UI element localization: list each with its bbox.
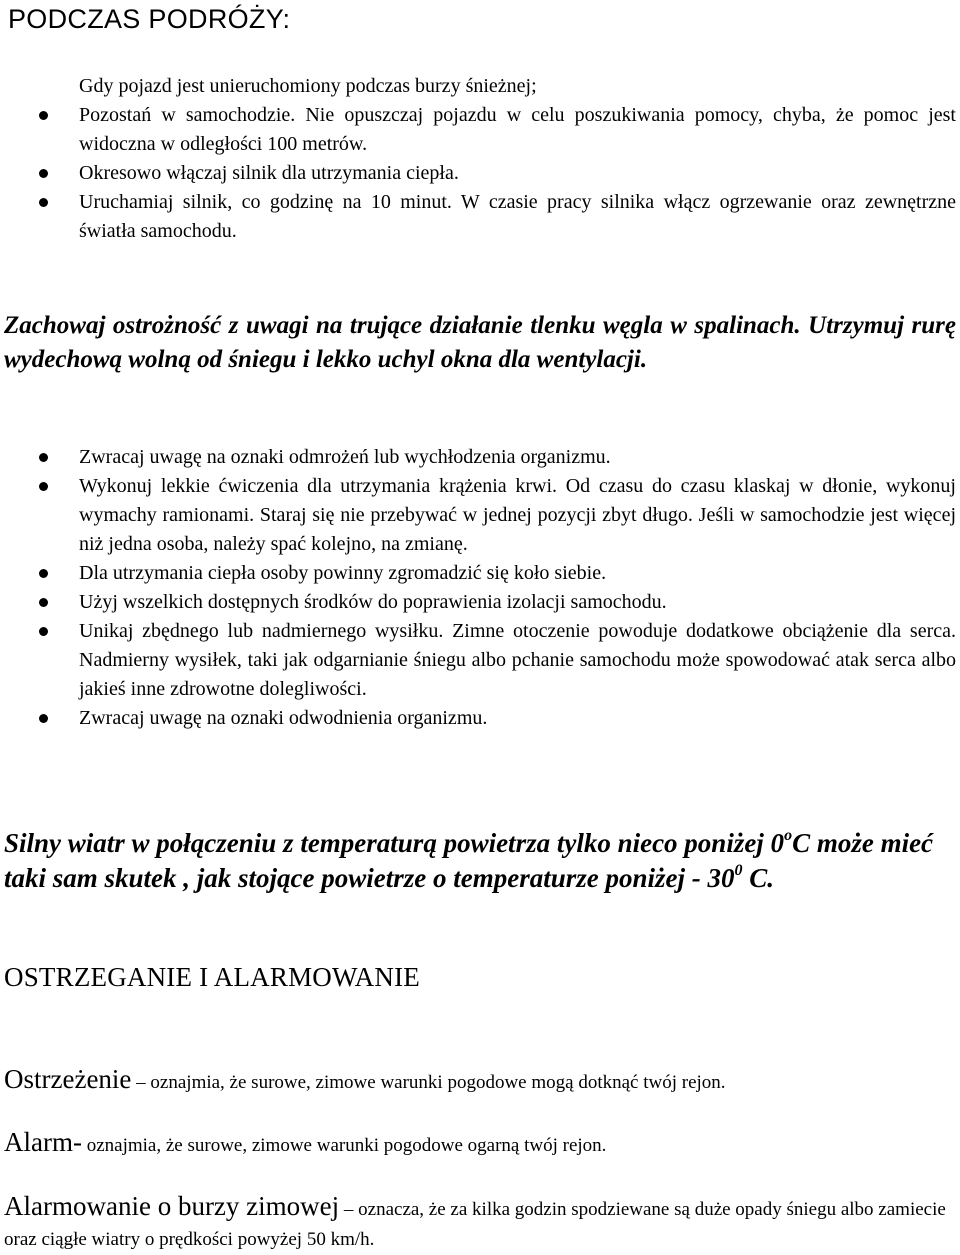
list-item-text: Uruchamiaj silnik, co godzinę na 10 minut. W czasie pracy silnika włącz ogrzewanie oraz zewnętrzne światła samochodu. [79,191,956,242]
carbon-monoxide-warning: Zachowaj ostrożność z uwagi na trujące działanie tlenku węgla w spalinach. Utrzymuj rurę wydechową wolną od śniegu i lekko uchyl okna dla wentylacji. [4,312,956,373]
bullet-icon [39,111,48,120]
health-tips-list [0,443,956,733]
bullet-icon [39,569,48,578]
bullet-icon [39,714,48,723]
definition-term: Ostrzeżenie [4,1064,132,1094]
list-item-text: Zwracaj uwagę na oznaki odmrożeń lub wychłodzenia organizmu. [79,446,611,468]
definition-text: – oznajmia, że surowe, zimowe warunki pogodowe mogą dotknąć twój rejon. [131,1072,726,1093]
section-title: PODCZAS PODRÓŻY: [8,4,291,34]
bullet-icon [39,169,48,178]
list-item-text: Pozostań w samochodzie. Nie opuszczaj pojazdu w celu poszukiwania pomocy, chyba, że pomoc jest widoczna w odległości 100 metrów. [79,104,956,155]
wind-text-3: C. [742,863,775,893]
bullet-icon [39,453,48,462]
bullet-icon [39,598,48,607]
definition-warning [4,1064,956,1098]
list-item [0,588,956,617]
bullet-icon [39,482,48,491]
list-item [0,472,956,559]
list-item [0,159,956,188]
wind-text-1: Silny wiatr w połączeniu z temperaturą powietrza tylko nieco poniżej 0 [4,828,785,858]
definition-text: oznajmia, że surowe, zimowe warunki pogodowe ogarną twój rejon. [81,1135,607,1156]
wind-text-2: C może mieć taki sam skutek , jak stojące powietrze o temperaturze poniżej - 30 [4,828,934,893]
list-item [0,101,956,159]
bullet-icon [39,198,48,207]
list-item-text: Unikaj zbędnego lub nadmiernego wysiłku. Zimne otoczenie powoduje dodatkowe obciążenie dla serca. Nadmierny wysiłek, taki jak odgarnianie śniegu albo pchanie samochodu może spowodować atak serca albo jakieś inne zdrowotne dolegliwości. [79,620,956,700]
list-item-text: Okresowo włączaj silnik dla utrzymania ciepła. [79,162,459,184]
definition-term: Alarmowanie o burzy zimowej [4,1191,340,1221]
definition-storm-alert [4,1191,956,1255]
degree-sup: o [784,827,793,844]
list-item-text: Wykonuj lekkie ćwiczenia dla utrzymania krążenia krwi. Od czasu do czasu klaskaj w dłonie, wykonuj wymachy ramionami. Staraj się nie przebywać w jednej pozycji zbyt długo. Jeśli w samochodzie jest więcej niż jedna osoba, należy spać kolejno, na zmianę. [79,475,956,555]
list-item-text: Dla utrzymania ciepła osoby powinny zgromadzić się koło siebie. [79,562,607,584]
list-item [0,188,956,246]
list-item [0,443,956,472]
list-item [0,617,956,704]
degree-sup: 0 [734,862,743,879]
alarm-section-title: OSTRZEGANIE I ALARMOWANIE [4,962,420,992]
wind-chill-note [4,826,956,896]
intro-line: Gdy pojazd jest unieruchomiony podczas burzy śnieżnej; [79,75,537,97]
list-item-text: Zwracaj uwagę na oznaki odwodnienia organizmu. [79,707,488,729]
travel-tips-list [0,101,956,246]
definition-term: Alarm- [4,1127,82,1157]
bullet-icon [39,627,48,636]
list-item [0,704,956,733]
definition-text: – oznacza, że za kilka godzin spodziewane są duże opady śniegu albo zamiecie oraz ciągłe wiatry o prędkości powyżej 50 km/h. [4,1199,946,1250]
list-item-text: Użyj wszelkich dostępnych środków do poprawienia izolacji samochodu. [79,591,667,613]
list-item [0,559,956,588]
definition-alarm [4,1127,956,1161]
